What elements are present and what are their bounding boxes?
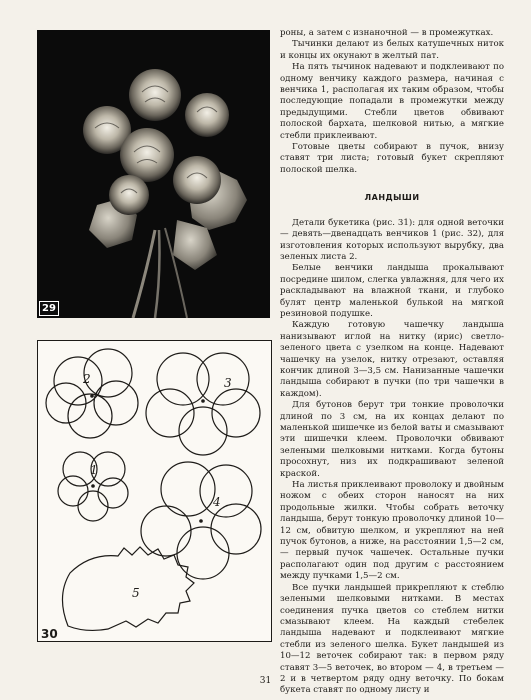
figure-29-label: 29 bbox=[39, 301, 59, 316]
flower-photo bbox=[37, 30, 270, 318]
paragraph: Для бутонов берут три тонкие проволочки длиной по 3 см, на их концах делают по маленькой шишечке из белой ваты и смазывают эти шишечки клеем. Проволочки обвивают зелеными шелковыми нитками. Когда бутоны просохнут, низ их подкрашивают зеленой краской. bbox=[280, 400, 504, 479]
text-column bbox=[280, 28, 504, 697]
paragraph: Готовые цветы собирают в пучок, внизу ставят три листа; готовый букет скрепляют полоской шелка. bbox=[280, 142, 504, 175]
pattern-figure bbox=[37, 340, 272, 642]
pattern-number-1: 1 bbox=[90, 463, 98, 477]
paragraph: На пять тычинок надевают и подклеивают по одному венчику каждого размера, начиная с венчика 1, располагая их таким образом, чтобы последующие попадали в промежутки между предыдущими. Стебли цветов обвивают полоской бархата, шелковой нитью, а мягкие стебли приклеивают. bbox=[280, 62, 504, 141]
pattern-number-4: 4 bbox=[213, 495, 221, 509]
flower-bouquet-image bbox=[37, 30, 270, 318]
figure-30-label: 30 bbox=[38, 627, 61, 641]
pattern-shape-3 bbox=[146, 353, 260, 455]
pattern-shape-5 bbox=[62, 547, 194, 630]
paragraph: Детали букетика (рис. 31): для одной веточки — девять—двенадцать венчиков 1 (рис. 32), для изготовления которых используют вырубку, два зеленых листа 2. bbox=[280, 217, 504, 262]
pattern-number-3: 3 bbox=[224, 376, 232, 390]
petal-patterns bbox=[38, 341, 271, 641]
pattern-number-2: 2 bbox=[83, 372, 91, 386]
page-number: 31 bbox=[259, 676, 272, 686]
pattern-number-5: 5 bbox=[132, 586, 140, 600]
paragraph: Все пучки ландышей прикрепляют к стеблю зелеными шелковыми нитками. В местах соединения пучка цветов со стеблем нитки смазывают клеем. На каждый стебелек ландыша надевают и подклеивают мягкие стебли из зеленого шелка. Букет ландышей из 10—12 веточек собирают так: в первом ряду ставят 3—5 веточек, во втором — 4, в третьем — 2 и в четвертом ряду одну веточку. По бокам букета ставят по одному листу и bbox=[280, 582, 504, 696]
paragraph: Тычинки делают из белых катушечных ниток и концы их окунают в желтый пат. bbox=[280, 39, 504, 61]
paragraph: роны, а затем с изнаночной — в промежутках. bbox=[280, 28, 494, 38]
paragraph: На листья приклеивают проволоку и двойным ножом с обеих сторон наносят на них продольные жилки. Чтобы собрать веточку ландыша, берут тонкую проволочку длиной 10—12 см, обвитую шелком, и укрепляют на ней пучок бутонов, а ниже, на расстоянии 1,5—2 см, — первый пучок чашечек. Остальные пучки располагают один под другим с расстоянием между пучками 1,5—2 см. bbox=[280, 480, 504, 582]
paragraph: Каждую готовую чашечку ландыша нанизывают иглой на нитку (ирис) светло-зеленого цвета с узелком на конце. Надевают чашечку на узелок, нитку отрезают, оставляя кончик длиной 3—3,5 см. Нанизанные чашечки ландыша собирают в пучки (по три чашечки в каждом). bbox=[280, 320, 504, 399]
pattern-shape-2 bbox=[46, 349, 138, 438]
paragraph: Белые венчики ландыша прокалывают посредине шилом, слегка увлажняя, для чего их раскладывают на влажной ткани, и глубоко булят центр маленькой булькой на мягкой резиновой подушке. bbox=[280, 263, 504, 319]
section-title: ЛАНДЫШИ bbox=[364, 193, 420, 203]
